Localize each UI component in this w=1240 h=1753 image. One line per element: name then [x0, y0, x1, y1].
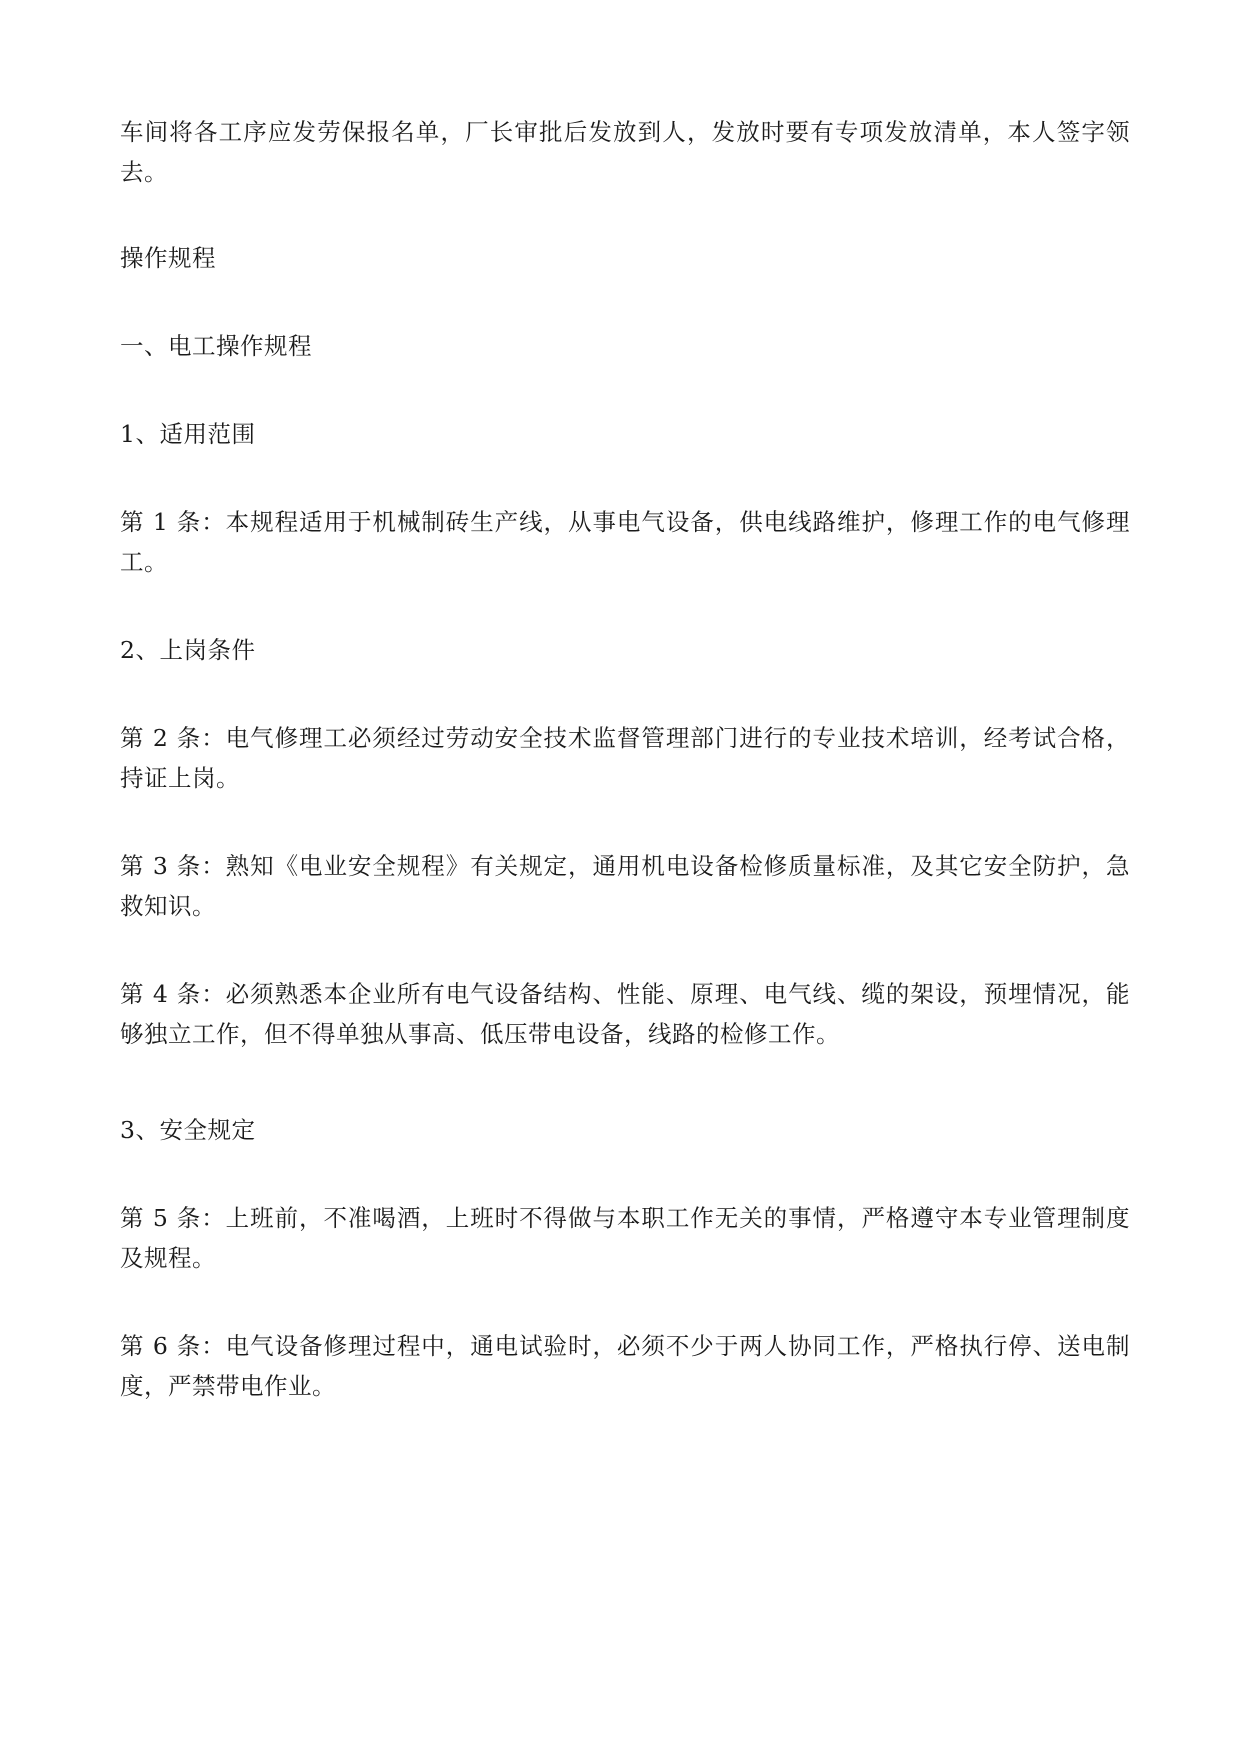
article-2: 第 2 条：电气修理工必须经过劳动安全技术监督管理部门进行的专业技术培训，经考试合格，持证上岗。 [120, 724, 1130, 792]
heading-electrician-procedures: 一、电工操作规程 [120, 332, 312, 360]
heading-scope: 1、适用范围 [120, 420, 256, 448]
article-4: 第 4 条：必须熟悉本企业所有电气设备结构、性能、原理、电气线、缆的架设，预埋情况，能够独立工作，但不得单独从事高、低压带电设备，线路的检修工作。 [120, 980, 1130, 1048]
heading-qualifications: 2、上岗条件 [120, 636, 256, 664]
article-6: 第 6 条：电气设备修理过程中，通电试验时，必须不少于两人协同工作，严格执行停、送电制度，严禁带电作业。 [120, 1332, 1130, 1400]
article-1: 第 1 条：本规程适用于机械制砖生产线，从事电气设备，供电线路维护，修理工作的电气修理工。 [120, 508, 1130, 576]
article-3: 第 3 条：熟知《电业安全规程》有关规定，通用机电设备检修质量标准，及其它安全防护，急救知识。 [120, 852, 1130, 920]
heading-operating-procedures: 操作规程 [120, 244, 216, 272]
paragraph-labor-protection: 车间将各工序应发劳保报名单，厂长审批后发放到人，发放时要有专项发放清单，本人签字领去。 [120, 118, 1130, 186]
article-5: 第 5 条：上班前，不准喝酒，上班时不得做与本职工作无关的事情，严格遵守本专业管理制度及规程。 [120, 1204, 1130, 1272]
heading-safety-rules: 3、安全规定 [120, 1116, 256, 1144]
